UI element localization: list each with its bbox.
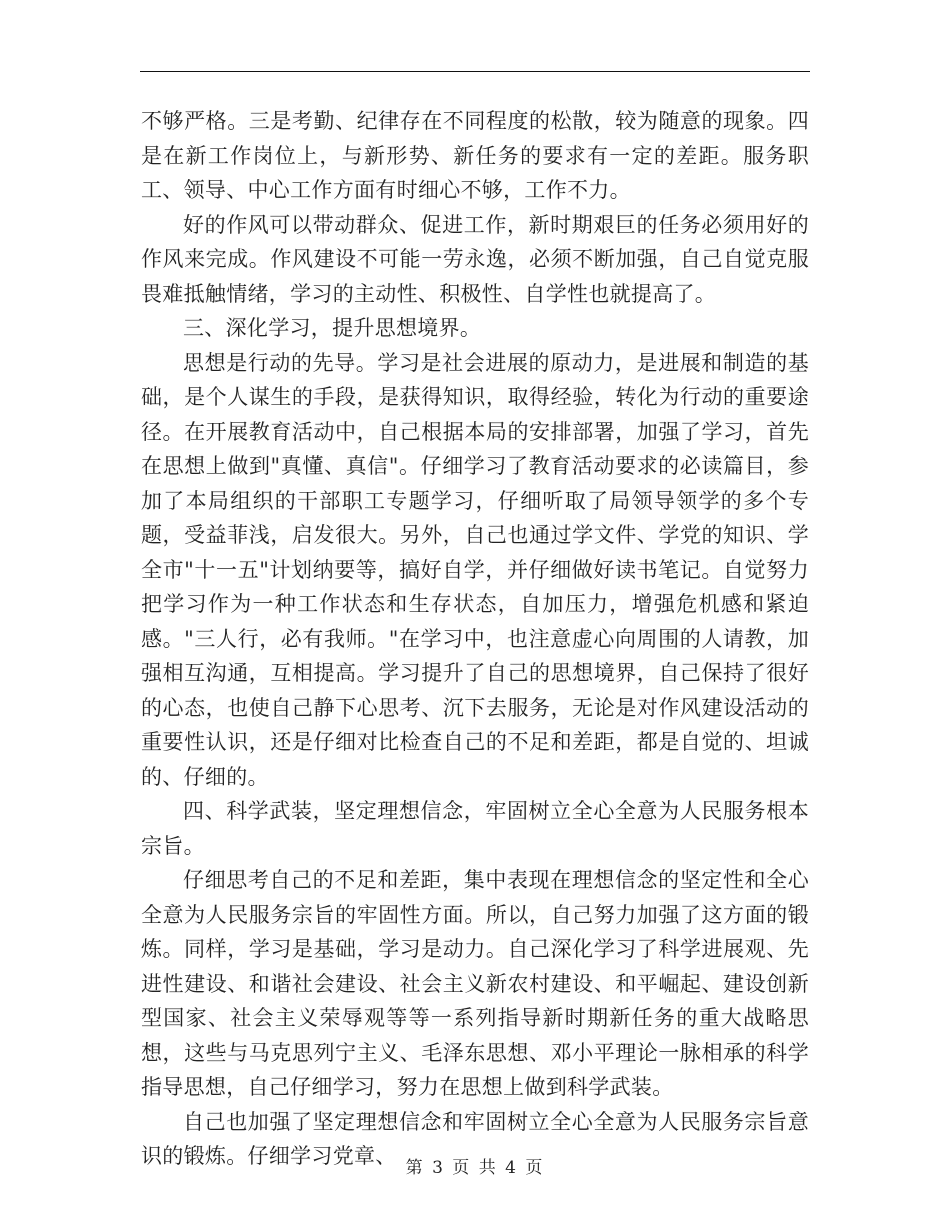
- header-rule: [140, 71, 810, 72]
- paragraph-7: 自己也加强了坚定理想信念和牢固树立全心全意为人民服务宗旨意识的锻炼。仔细学习党章、: [141, 1109, 809, 1168]
- section-heading-4: 四、科学武装，坚定理想信念，牢固树立全心全意为人民服务根本宗旨。: [141, 799, 809, 858]
- paragraph-6: 仔细思考自己的不足和差距，集中表现在理想信念的坚定性和全心全意为人民服务宗旨的牢固性方面。所以，自己努力加强了这方面的锻炼。同样，学习是基础，学习是动力。自己深化学习了科学进展观、先进性建设、和谐社会建设、社会主义新农村建设、和平崛起、建设创新型国家、社会主义荣辱观等等一系列指导新时期新任务的重大战略思想，这些与马克思列宁主义、毛泽东思想、邓小平理论一脉相承的科学指导思想，自己仔细学习，努力在思想上做到科学武装。: [141, 868, 809, 1099]
- section-heading-3: 三、深化学习，提升思想境界。: [183, 316, 482, 340]
- page-number-footer: 第 3 页 共 4 页: [405, 1158, 545, 1178]
- paragraph-2: 好的作风可以带动群众、促进工作，新时期艰巨的任务必须用好的作风来完成。作风建设不可能一劳永逸，必须不断加强，自己自觉克服畏难抵触情绪，学习的主动性、积极性、自学性也就提高了。: [141, 212, 809, 306]
- paragraph-1: 不够严格。三是考勤、纪律存在不同程度的松散，较为随意的现象。四是在新工作岗位上，与新形势、新任务的要求有一定的差距。服务职工、领导、中心工作方面有时细心不够，工作不力。: [141, 109, 809, 202]
- body-text: [141, 104, 809, 1174]
- paragraph-4: 思想是行动的先导。学习是社会进展的原动力，是进展和制造的基础，是个人谋生的手段，是获得知识，取得经验，转化为行动的重要途径。在开展教育活动中，自己根据本局的安排部署，加强了学习，首先在思想上做到"真懂、真信"。仔细学习了教育活动要求的必读篇目，参加了本局组织的干部职工专题学习，仔细听取了局领导领学的多个专题，受益菲浅，启发很大。另外，自己也通过学文件、学党的知识、学全市"十一五"计划纳要等，搞好自学，并仔细做好读书笔记。自觉努力把学习作为一种工作状态和生存状态，自加压力，增强危机感和紧迫感。"三人行，必有我师。"在学习中，也注意虚心向周围的人请教，加强相互沟通，互相提高。学习提升了自己的思想境界，自己保持了很好的心态，也使自己静下心思考、沉下去服务，无论是对作风建设活动的重要性认识，还是仔细对比检查自己的不足和差距，都是自觉的、坦诚的、仔细的。: [141, 350, 809, 789]
